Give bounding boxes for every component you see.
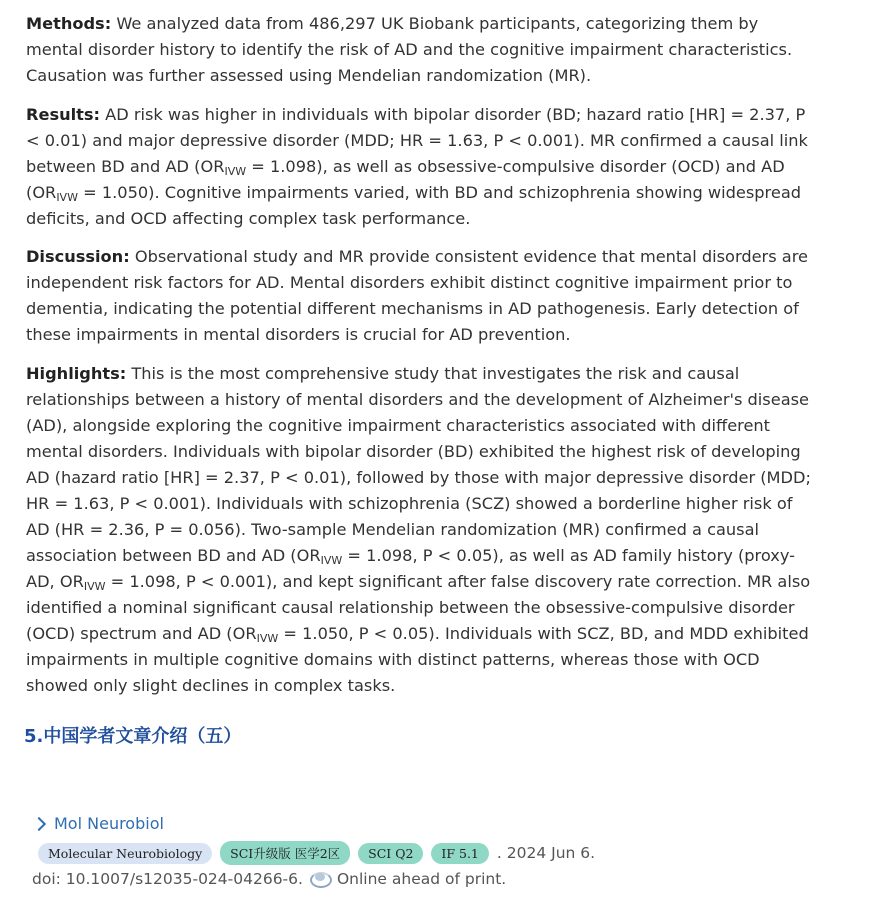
discussion-label: Discussion: xyxy=(26,247,130,266)
methods-label: Methods: xyxy=(26,14,112,33)
ivw-subscript: IVW xyxy=(56,191,78,204)
journal-badge[interactable]: Molecular Neurobiology xyxy=(38,843,212,864)
methods-text: We analyzed data from 486,297 UK Biobank participants, categorizing them by mental disorder history to identify the risk of AD and the cognitive impairment characteristics. Causation was further assessed using Mendelian randomization (MR). xyxy=(26,14,793,85)
highlights-paragraph xyxy=(26,361,816,699)
publication-date: . 2024 Jun 6. xyxy=(496,844,596,862)
chevron-right-icon xyxy=(32,816,46,830)
ivw-subscript: IVW xyxy=(224,165,247,178)
results-text: = 1.050). Cognitive impairments varied, with BD and schizophrenia showing widespread deficits, and OCD affecting complex task performance. xyxy=(26,183,802,228)
impact-factor-badge[interactable]: IF 5.1 xyxy=(431,843,488,864)
journal-link-label[interactable]: Mol Neurobiol xyxy=(54,814,164,833)
doi-text: doi: 10.1007/s12035-024-04266-6. xyxy=(32,870,303,888)
results-text: = 1.098), as well as obsessive-compulsive disorder (OCD) and AD (OR xyxy=(26,157,785,202)
methods-paragraph xyxy=(26,11,816,89)
highlights-text: = 1.050, P < 0.05). Individuals with SCZ, BD, and MDD exhibited impairments in multiple cognitive domains with distinct patterns, whereas those with OCD showed only slight declines in complex tasks. xyxy=(26,624,809,695)
ivw-subscript: IVW xyxy=(256,632,279,645)
highlights-text: = 1.098, P < 0.001), and kept significant after false discovery rate correction. MR also identified a nominal significant causal relationship between the obsessive-compulsive disorder (OCD) spectrum and AD (OR xyxy=(26,572,811,643)
results-paragraph xyxy=(26,102,816,232)
epub-icon xyxy=(309,871,331,887)
highlights-label: Highlights: xyxy=(26,364,127,383)
section-heading: 5.中国学者文章介绍（五） xyxy=(24,726,242,747)
doi-row xyxy=(32,870,506,888)
ivw-subscript: IVW xyxy=(83,580,106,593)
sci-quartile-badge[interactable]: SCI Q2 xyxy=(358,843,423,864)
discussion-text: Observational study and MR provide consistent evidence that mental disorders are independent risk factors for AD. Mental disorders exhibit distinct cognitive impairment prior to dementia, indicating the potential different mechanisms in AD pathogenesis. Early detection of these impairments in mental disorders is crucial for AD prevention. xyxy=(26,247,808,344)
discussion-paragraph xyxy=(26,244,816,348)
citation-meta-row xyxy=(38,841,595,865)
ivw-subscript: IVW xyxy=(320,554,343,567)
results-text: AD risk was higher in individuals with bipolar disorder (BD; hazard ratio [HR] = 2.37, P < 0.01) and major depressive disorder (MDD; HR = 1.63, P < 0.001). MR confirmed a causal link between BD and AD (OR xyxy=(26,105,808,176)
highlights-text: = 1.098, P < 0.05), as well as AD family history (proxy-AD, OR xyxy=(26,546,795,591)
publication-status: Online ahead of print. xyxy=(336,870,507,888)
journal-link[interactable] xyxy=(34,814,164,833)
sci-zone-badge[interactable]: SCI升级版 医学2区 xyxy=(220,841,350,865)
results-label: Results: xyxy=(26,105,100,124)
highlights-text: This is the most comprehensive study that investigates the risk and causal relationships between a history of mental disorders and the development of Alzheimer's disease (AD), alongside exploring the cognitive impairment characteristics associated with different mental disorders. Individuals with bipolar disorder (BD) exhibited the highest risk of developing AD (hazard ratio [HR] = 2.37, P < 0.01), followed by those with major depressive disorder (MDD; HR = 1.63, P < 0.001). Individuals with schizophrenia (SCZ) showed a borderline higher risk of AD (HR = 2.36, P = 0.056). Two-sample Mendelian randomization (MR) confirmed a causal association between BD and AD (OR xyxy=(26,364,811,565)
